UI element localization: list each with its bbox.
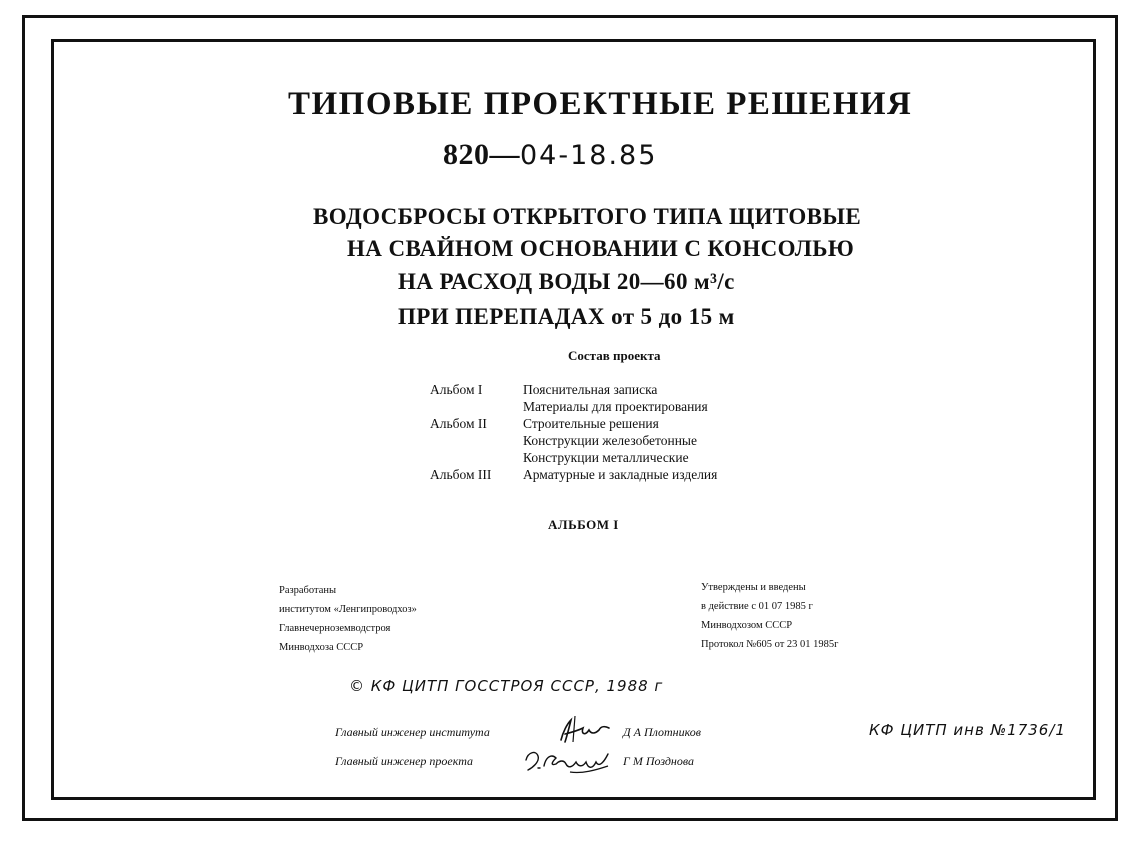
chief-engineer-project-role: Главный инженер проекта: [335, 754, 474, 768]
code-printed: 820—: [443, 138, 520, 171]
signatory-name-2: Г М Позднова: [623, 754, 695, 768]
album-label: Альбом II: [430, 416, 487, 431]
composition-heading: Состав проекта: [568, 348, 661, 363]
composition-row: [430, 449, 717, 466]
album-content: Материалы для проектирования: [523, 399, 708, 414]
composition-row: [430, 415, 717, 432]
album-content: Конструкции железобетонные: [523, 433, 697, 448]
composition-row: [430, 466, 717, 483]
album-content: Конструкции металлические: [523, 450, 689, 465]
developed-line-1: Разработаны: [279, 585, 337, 596]
subtitle-line-1: ВОДОСБРОСЫ ОТКРЫТОГО ТИПА ЩИТОВЫЕ: [313, 204, 862, 229]
composition-row: [430, 398, 717, 415]
album-label: [430, 432, 523, 449]
document-code: [443, 138, 657, 172]
inventory-number: КФ ЦИТП инв №1736/1: [869, 721, 1066, 739]
composition-row: [430, 381, 717, 398]
approved-line-2: в действие с 01 07 1985 г: [701, 601, 813, 612]
developed-line-2: институтом «Ленгипроводхоз»: [279, 604, 417, 615]
composition-list: [430, 381, 717, 483]
developed-line-3: Главнечерноземводстроя: [279, 623, 391, 634]
album-content: Строительные решения: [523, 416, 659, 431]
approved-line-1: Утверждены и введены: [701, 582, 806, 593]
album-content: Пояснительная записка: [523, 382, 658, 397]
subtitle-line-4: ПРИ ПЕРЕПАДАХ от 5 до 15 м: [398, 304, 735, 329]
copyright-stamp: © КФ ЦИТП ГОССТРОЯ СССР, 1988 г: [349, 677, 664, 695]
document-title: ТИПОВЫЕ ПРОЕКТНЫЕ РЕШЕНИЯ: [288, 86, 913, 122]
signatory-name-1: Д А Плотников: [623, 725, 701, 739]
album-label: [430, 398, 523, 415]
composition-row: [430, 432, 717, 449]
approved-line-3: Минводхозом СССР: [701, 620, 793, 631]
developed-by-block: [279, 581, 417, 657]
album-number: АЛЬБОМ I: [548, 517, 619, 532]
subtitle-line-3: НА РАСХОД ВОДЫ 20—60 м³/с: [398, 269, 735, 294]
signature-plotnikov: [553, 712, 613, 748]
signature-pozdnova: [522, 746, 614, 776]
album-label: [430, 449, 523, 466]
subtitle-line-2: НА СВАЙНОМ ОСНОВАНИИ С КОНСОЛЬЮ: [347, 236, 855, 261]
album-label: Альбом I: [430, 382, 483, 397]
album-label: Альбом III: [430, 467, 492, 482]
developed-line-4: Минводхоза СССР: [279, 642, 364, 653]
approved-block: [701, 578, 838, 654]
chief-engineer-institute-role: Главный инженер института: [335, 725, 490, 739]
album-content: Арматурные и закладные изделия: [523, 467, 718, 482]
approved-line-4: Протокол №605 от 23 01 1985г: [701, 639, 839, 650]
code-handwritten: 04-18.85: [520, 140, 658, 171]
